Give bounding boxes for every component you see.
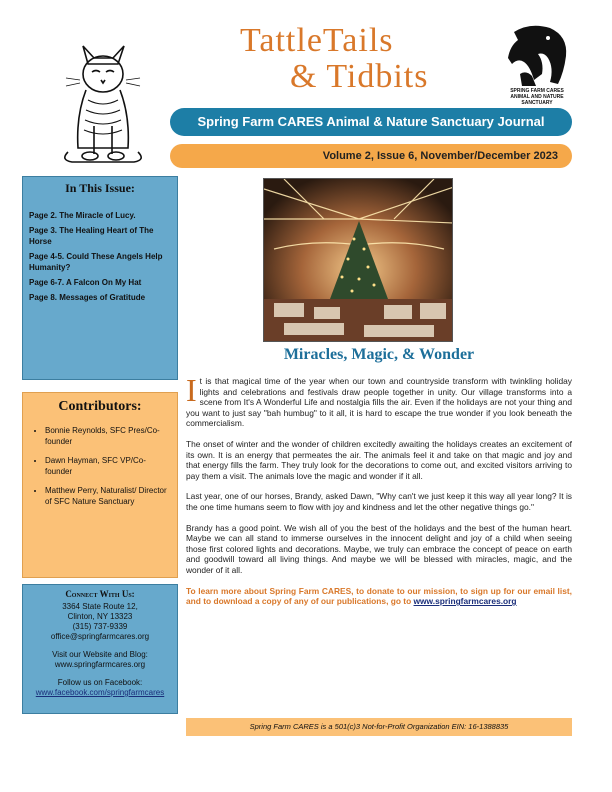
email-link[interactable]: office@springfarmcares.org — [50, 632, 150, 641]
logo-caption — [498, 88, 576, 106]
journal-banner: Spring Farm CARES Animal & Nature Sanctuary Journal — [170, 108, 572, 136]
masthead-subtitle: & Tidbits — [290, 58, 429, 95]
toc-list — [23, 210, 177, 303]
contributor-item: • Dawn Hayman, SFC VP/Co-founder — [45, 455, 169, 477]
website-link[interactable]: www.springfarmcares.org — [54, 660, 146, 669]
logo-caption-tagline: ANIMAL AND NATURE SANCTUARY — [510, 94, 564, 106]
article-body — [186, 372, 572, 617]
call-to-action — [186, 586, 572, 607]
toc-item: Page 3. The Healing Heart of The Horse — [29, 226, 154, 246]
facebook-link[interactable]: www.facebook.com/springfarmcares — [35, 688, 165, 697]
article-title: Miracles, Magic, & Wonder — [283, 346, 475, 363]
drop-cap: I — [186, 372, 197, 408]
address-line: 3364 State Route 12, — [62, 602, 138, 611]
holiday-barn-photo — [263, 178, 453, 342]
contributor-item: • Bonnie Reynolds, SFC Pres/Co-founder — [45, 425, 169, 447]
toc-item: Page 2. The Miracle of Lucy. — [29, 211, 136, 220]
article-paragraph: Last year, one of our horses, Brandy, asked Dawn, "Why can't we just keep it this way all year long? It is the one time humans seem to flow with joy and kindness and let the other negative things go." — [186, 491, 572, 512]
toc-item: Page 6-7. A Falcon On My Hat — [29, 278, 142, 287]
in-this-issue-heading: In This Issue: — [65, 181, 135, 195]
facebook-label: Follow us on Facebook: — [57, 678, 143, 687]
article-paragraph: The onset of winter and the wonder of children excitedly awaiting the holidays creates an excitement of its own. It is an energy that permeates the air. The animals feel it and take on that magic and joy and that energy fills the farm. They truly look for the decorations to come out, and excited visitors arriving to pay them a visit. The animals love the magic and wonder if it all. — [186, 438, 572, 481]
article-paragraph — [186, 372, 572, 429]
connect-heading: Connect With Us: — [65, 589, 135, 599]
connect-box — [22, 584, 178, 714]
contributors-heading: Contributors: — [58, 399, 142, 414]
article-paragraph: Brandy has a good point. We wish all of you the best of the holidays and the best of the human heart. Maybe we can all stand to immerse ourselves in the innocent delight and joy of a child when seeing those first colored lights and decorations. Maybe, we truly can embrace the concept of peace on earth and goodwill toward all living things. And maybe we will be blessed with miracles, magic, and the wonder of it all. — [186, 522, 572, 575]
in-this-issue-box — [22, 176, 178, 380]
masthead-title: TattleTails — [240, 22, 394, 59]
contributor-item: • Matthew Perry, Naturalist/ Director of SFC Nature Sanctuary — [45, 485, 169, 507]
cta-website-link[interactable]: www.springfarmcares.org — [413, 596, 517, 607]
paragraph-text: t is that magical time of the year when our town and countryside transform with twinkling holiday lights and celebrations and festivals draw people together in unity. Our village transforms into a scene from It's A Wonderful Life and nostalgia fills the air. Even if the holidays are not your thing and you want to just say "bah humbug" to it all, it is hard to escape the true wonder if you look beneath the commercialism. — [186, 376, 572, 429]
address-line: Clinton, NY 13323 — [67, 612, 133, 621]
logo-caption-name: SPRING FARM CARES — [510, 88, 564, 94]
footer-banner: Spring Farm CARES is a 501(c)3 Not-for-Profit Organization EIN: 16-1388835 — [186, 718, 572, 736]
cat-illustration — [58, 36, 148, 166]
contributors-list — [23, 425, 177, 507]
toc-item: Page 4-5. Could These Angels Help Humanity? — [29, 252, 163, 272]
issue-banner: Volume 2, Issue 6, November/December 2023 — [170, 144, 572, 168]
contributors-box — [22, 392, 178, 578]
cta-text: To learn more about Spring Farm CARES, to donate to our mission, to sign up for our email list, and to download a copy of any of our publications, go to — [186, 585, 572, 607]
toc-item: Page 8. Messages of Gratitude — [29, 293, 146, 302]
phone: (315) 737-9339 — [72, 622, 128, 631]
website-label: Visit our Website and Blog: — [52, 650, 148, 659]
photo-illustration — [264, 179, 453, 342]
